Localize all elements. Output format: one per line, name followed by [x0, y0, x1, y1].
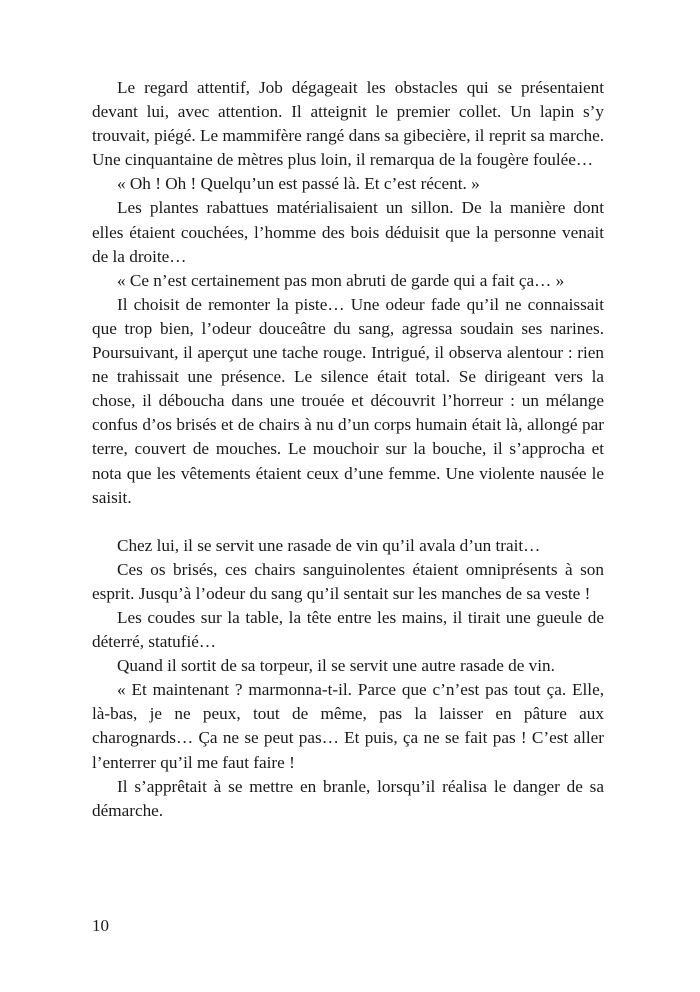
paragraph: « Oh ! Oh ! Quelqu’un est passé là. Et c’est récent. »	[117, 174, 480, 194]
page-body	[92, 76, 604, 823]
paragraph: Ces os brisés, ces chairs sanguinolentes étaient omniprésents à son esprit. Jusqu’à l’odeur du sang qu’il sentait sur les manches de sa veste !	[92, 559, 604, 603]
paragraph: « Et maintenant ? marmonna-t-il. Parce que c’n’est pas tout ça. Elle, là-bas, je ne peux, tout de même, pas la laisser en pâture aux charognards… Ça ne se peut pas… Et puis, ça ne se fait pas ! C’est aller l’enterrer qu’il me faut faire !	[92, 680, 604, 772]
paragraph: Chez lui, il se servit une rasade de vin qu’il avala d’un trait…	[117, 535, 541, 555]
paragraph: Quand il sortit de sa torpeur, il se servit une autre rasade de vin.	[117, 656, 555, 676]
paragraph: Les coudes sur la table, la tête entre les mains, il tirait une gueule de déterré, statufié…	[92, 607, 604, 652]
paragraph: « Ce n’est certainement pas mon abruti de garde qui a fait ça… »	[117, 270, 565, 290]
section-break	[92, 510, 604, 534]
page-number: 10	[92, 916, 109, 935]
paragraph: Le regard attentif, Job dégageait les obstacles qui se présentaient devant lui, avec attention. Il atteignit le premier collet. Un lapin s’y trouvait, piégé. Le mammifère rangé dans sa gibecière, il reprit sa marche. Une cinquantaine de mètres plus loin, il remarqua de la fougère foulée…	[92, 78, 604, 170]
paragraph: Il s’apprêtait à se mettre en branle, lorsqu’il réalisa le danger de sa démarche.	[92, 776, 604, 820]
paragraph: Les plantes rabattues matérialisaient un sillon. De la manière dont elles étaient couchées, l’homme des bois déduisit que la personne venait de la droite…	[92, 198, 604, 266]
paragraph: Il choisit de remonter la piste… Une odeur fade qu’il ne connaissait que trop bien, l’odeur douceâtre du sang, agressa soudain ses narines. Poursuivant, il aperçut une tache rouge. Intrigué, il observa alentour : rien ne trahissait une présence. Le silence était total. Se dirigeant vers la chose, il déboucha dans une trouée et découvrit l’horreur : un mélange confus d’os brisés et de chairs à nu d’un corps humain était là, allongé par terre, couvert de mouches. Le mouchoir sur la bouche, il s’approcha et nota que les vêtements étaient ceux d’une femme. Une violente nausée le saisit.	[92, 294, 604, 507]
